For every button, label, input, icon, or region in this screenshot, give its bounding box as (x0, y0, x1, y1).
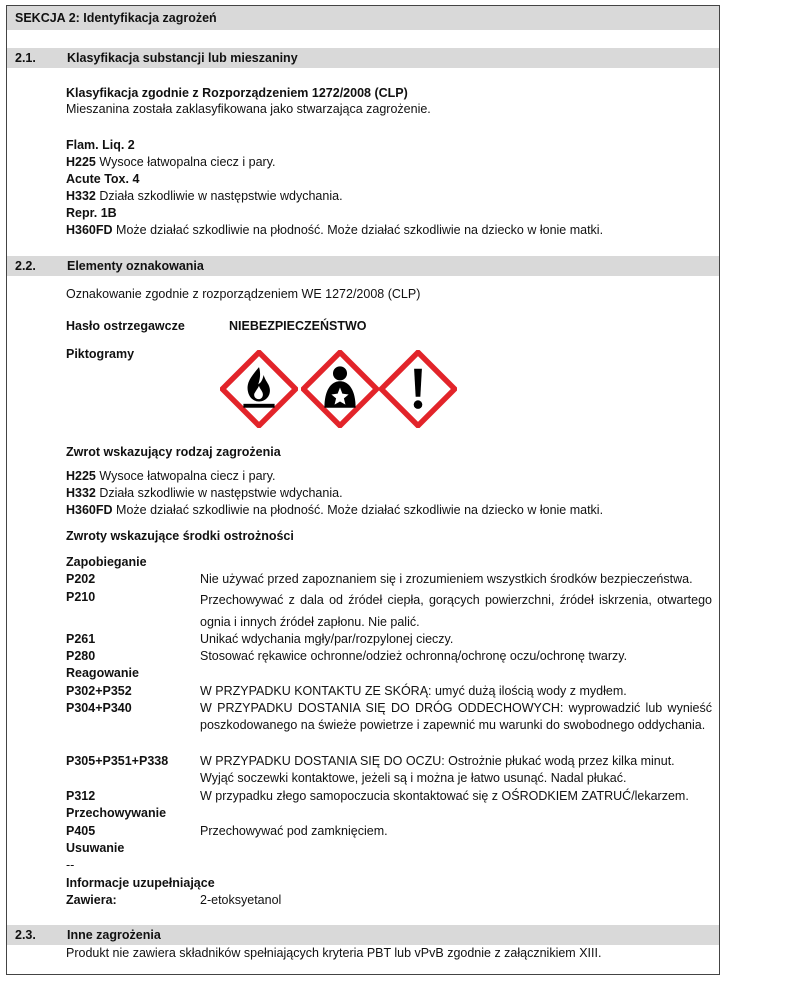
signal-word-label: Hasło ostrzegawcze (66, 319, 185, 333)
supplementary-info-label: Informacje uzupełniające (66, 876, 215, 890)
subsection-title: Klasyfikacja substancji lub mieszaniny (67, 51, 298, 65)
classification-item: H225 Wysoce łatwopalna ciecz i pary. (66, 155, 276, 169)
classification-item: Flam. Liq. 2 (66, 138, 135, 152)
exclamation-pictogram (379, 350, 457, 428)
hazard-statement: H360FD Może działać szkodliwie na płodność. Może działać szkodliwie na dziecko w łonie matki. (66, 503, 604, 517)
hazard-statement: H332 Działa szkodliwie w następstwie wdychania. (66, 486, 343, 500)
prevention-label: Zapobieganie (66, 555, 147, 569)
precaution-code: P261 (66, 632, 96, 646)
classification-item: H332 Działa szkodliwie w następstwie wdychania. (66, 189, 343, 203)
precaution-text: W PRZYPADKU KONTAKTU ZE SKÓRĄ: umyć dużą ilością wody z mydłem. (200, 684, 627, 698)
precaution-code: P305+P351+P338 (66, 754, 169, 768)
precaution-text: Nie używać przed zapoznaniem się i zrozumieniem wszystkich środków bezpieczeństwa. (200, 572, 693, 586)
health-hazard-pictogram (301, 350, 379, 428)
subsection-title: Inne zagrożenia (67, 928, 161, 942)
subsection-2-2-header (7, 256, 719, 276)
signal-word-value: NIEBEZPIECZEŃSTWO (229, 319, 367, 333)
subsection-2-1-header (7, 48, 719, 68)
section-title: SEKCJA 2: Identyfikacja zagrożeń (15, 11, 217, 25)
precaution-code: P202 (66, 572, 96, 586)
contains-label: Zawiera: (66, 893, 117, 907)
precaution-code: P304+P340 (66, 701, 132, 715)
precaution-code: P210 (66, 590, 96, 604)
classification-item: H360FD Może działać szkodliwie na płodność. Może działać szkodliwie na dziecko w łonie matki. (66, 223, 604, 237)
other-hazards-text: Produkt nie zawiera składników spełniających kryteria PBT lub vPvB zgodnie z załącznikiem XIII. (66, 946, 602, 960)
pictograms-label: Piktogramy (66, 347, 135, 361)
clp-text: Mieszanina została zaklasyfikowana jako stwarzająca zagrożenie. (66, 102, 431, 116)
disposal-value: -- (66, 858, 75, 872)
subsection-number: 2.3. (15, 928, 36, 942)
subsection-2-3-header (7, 925, 719, 945)
precaution-code: P405 (66, 824, 96, 838)
subsection-number: 2.2. (15, 259, 36, 273)
response-label: Reagowanie (66, 666, 139, 680)
classification-item: Acute Tox. 4 (66, 172, 140, 186)
flame-pictogram (220, 350, 298, 428)
precaution-text: W przypadku złego samopoczucia skontaktować się z OŚRODKIEM ZATRUĆ/lekarzem. (200, 789, 689, 803)
clp-heading: Klasyfikacja zgodnie z Rozporządzeniem 1272/2008 (CLP) (66, 86, 408, 100)
precaution-text: Unikać wdychania mgły/par/rozpylonej cieczy. (200, 632, 454, 646)
disposal-label: Usuwanie (66, 841, 125, 855)
precaution-text: Stosować rękawice ochronne/odzież ochronną/ochronę oczu/ochronę twarzy. (200, 649, 628, 663)
section-header (7, 6, 719, 30)
precaution-code: P312 (66, 789, 96, 803)
precaution-text: Przechowywać pod zamknięciem. (200, 824, 388, 838)
contains-value: 2-etoksyetanol (200, 893, 282, 907)
precaution-text: W PRZYPADKU DOSTANIA SIĘ DO DRÓG ODDECHOWYCH: wyprowadzić lub wynieść poszkodowanego na świeże powietrze i zapewnić mu warunki do swobodnego oddychania. (200, 701, 712, 732)
precaution-text: W PRZYPADKU DOSTANIA SIĘ DO OCZU: Ostrożnie płukać wodą przez kilka minut. Wyjąć soczewki kontaktowe, jeżeli są i można je łatwo usunąć. Nadal płukać. (200, 754, 675, 785)
subsection-title: Elementy oznakowania (67, 259, 204, 273)
classification-item: Repr. 1B (66, 206, 117, 220)
precautionary-heading: Zwroty wskazujące środki ostrożności (66, 529, 294, 543)
subsection-number: 2.1. (15, 51, 36, 65)
labelling-intro: Oznakowanie zgodnie z rozporządzeniem WE 1272/2008 (CLP) (66, 287, 421, 301)
hazard-statements-heading: Zwrot wskazujący rodzaj zagrożenia (66, 445, 281, 459)
hazard-statement: H225 Wysoce łatwopalna ciecz i pary. (66, 469, 276, 483)
storage-label: Przechowywanie (66, 806, 167, 820)
precaution-text: Przechowywać z dala od źródeł ciepła, gorących powierzchni, źródeł iskrzenia, otwartego ognia i innych źródeł zapłonu. Nie palić. (200, 593, 712, 629)
precaution-code: P302+P352 (66, 684, 132, 698)
precaution-code: P280 (66, 649, 96, 663)
